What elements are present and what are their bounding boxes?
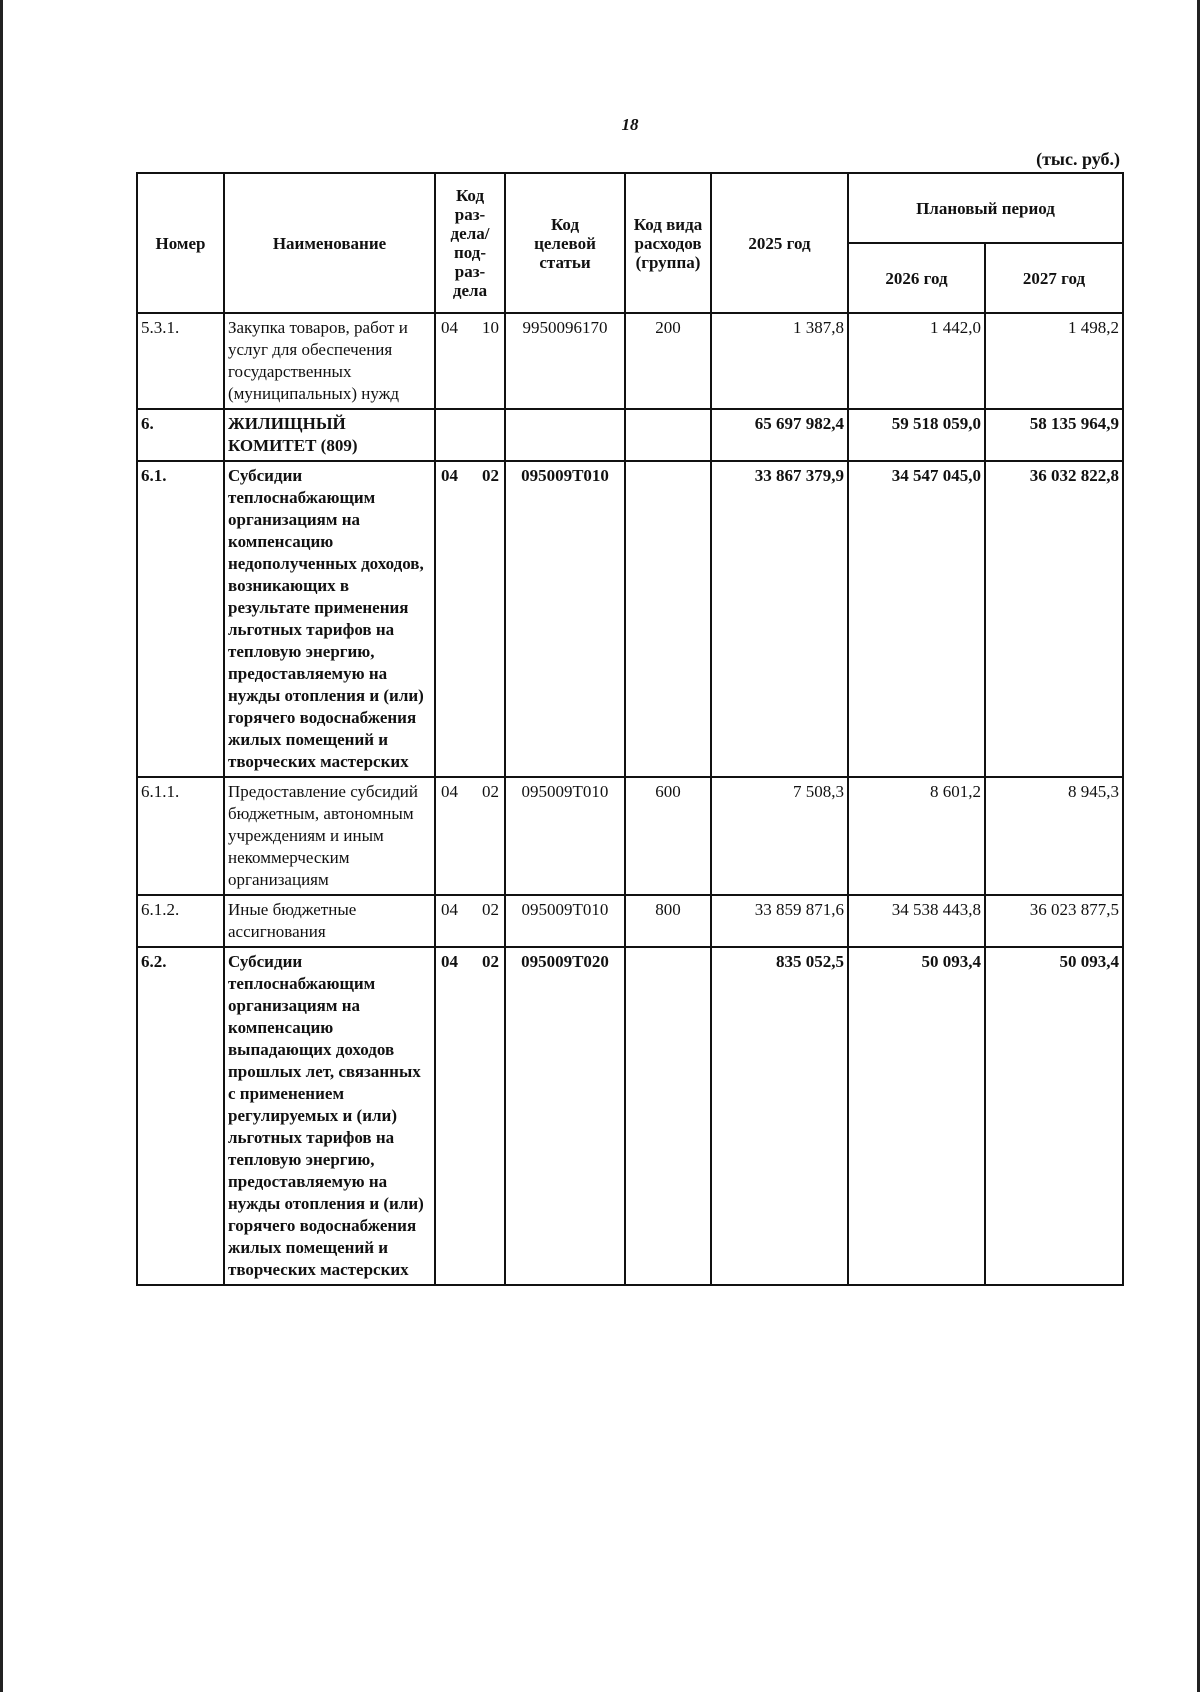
header-expense-l3: (группа) [635,252,701,272]
row-name: Субсидии теплоснабжающим организациям на компенсацию выпадающих доходов прошлых лет, связанных с применением регулируемых и (или) льготных тарифов на тепловую энергию, предоставляемую на нужды отопления и (или) горячего водоснабжения жилых помещений и творческих мастерских [224,947,435,1285]
row-section-code [435,895,505,947]
row-2025: 1 387,8 [711,313,848,409]
header-target-l1: Код [550,214,580,234]
header-2026: 2026 год [848,243,985,313]
row-2026: 8 601,2 [848,777,985,895]
row-expense-code: 200 [625,313,711,409]
row-name: Субсидии теплоснабжающим организациям на компенсацию недополученных доходов, возникающих в результате применения льготных тарифов на тепловую энергию, предоставляемую на нужды отопления и (или) горячего водоснабжения жилых помещений и творческих мастерских [224,461,435,777]
row-expense-code: 600 [625,777,711,895]
row-section-code [435,409,505,461]
header-name: Наименование [224,173,435,313]
header-2025: 2025 год [711,173,848,313]
row-target-code [505,409,625,461]
row-name: Иные бюджетные ассигнования [224,895,435,947]
row-2027: 58 135 964,9 [985,409,1123,461]
row-expense-code: 800 [625,895,711,947]
row-2027: 1 498,2 [985,313,1123,409]
scan-edge-left [0,0,3,1692]
row-2025: 7 508,3 [711,777,848,895]
razdel: 04 [441,466,458,485]
row-section-code [435,777,505,895]
row-target-code: 9950096170 [505,313,625,409]
row-target-code: 095009Т010 [505,895,625,947]
row-expense-code [625,947,711,1285]
row-target-code: 095009Т010 [505,777,625,895]
razdel: 04 [441,318,458,337]
row-2025: 835 052,5 [711,947,848,1285]
header-target-code [505,173,625,313]
row-target-code: 095009Т020 [505,947,625,1285]
header-section-l6: дела [452,281,488,300]
row-number: 6. [137,409,224,461]
row-section-code [435,947,505,1285]
header-section-l5: раз- [454,262,486,281]
header-number: Номер [137,173,224,313]
table-row [137,461,1123,777]
header-target-l3: статьи [539,252,591,272]
row-section-code [435,313,505,409]
row-2025: 33 867 379,9 [711,461,848,777]
podrazdel: 02 [482,466,499,485]
table-row [137,409,1123,461]
row-expense-code [625,409,711,461]
row-2026: 1 442,0 [848,313,985,409]
row-name: Закупка товаров, работ и услуг для обеспечения государственных (муниципальных) нужд [224,313,435,409]
header-expense-l1: Код вида [633,214,703,234]
header-2027: 2027 год [985,243,1123,313]
row-section-code [435,461,505,777]
units-label: (тыс. руб.) [1036,149,1120,169]
row-number: 6.1.1. [137,777,224,895]
row-number: 6.1.2. [137,895,224,947]
row-number: 6.2. [137,947,224,1285]
budget-table [136,172,1124,1286]
header-section-l2: раз- [454,205,486,224]
row-2027: 36 032 822,8 [985,461,1123,777]
header-section-code [435,173,505,313]
row-target-code: 095009Т010 [505,461,625,777]
row-name: Предоставление субсидий бюджетным, автономным учреждениям и иным некоммерческим организациям [224,777,435,895]
podrazdel: 02 [482,782,499,801]
header-section-l4: под- [453,243,487,262]
row-2026: 59 518 059,0 [848,409,985,461]
row-2026: 34 547 045,0 [848,461,985,777]
row-name: ЖИЛИЩНЫЙ КОМИТЕТ (809) [224,409,435,461]
table-row [137,313,1123,409]
razdel: 04 [441,782,458,801]
row-2025: 33 859 871,6 [711,895,848,947]
header-plan-period: Плановый период [848,173,1123,243]
row-2027: 50 093,4 [985,947,1123,1285]
razdel: 04 [441,900,458,919]
row-2027: 8 945,3 [985,777,1123,895]
row-expense-code [625,461,711,777]
podrazdel: 02 [482,952,499,971]
podrazdel: 10 [482,318,499,337]
podrazdel: 02 [482,900,499,919]
table-row [137,895,1123,947]
header-expense-l2: расходов [634,233,702,253]
header-expense-code [625,173,711,313]
table-row [137,777,1123,895]
row-number: 6.1. [137,461,224,777]
header-section-l1: Код [455,186,485,205]
page-number: 18 [621,115,639,134]
header-section-l3: дела/ [450,224,490,243]
table-row [137,947,1123,1285]
row-2025: 65 697 982,4 [711,409,848,461]
header-target-l2: целевой [534,233,596,253]
row-2026: 50 093,4 [848,947,985,1285]
row-2026: 34 538 443,8 [848,895,985,947]
row-number: 5.3.1. [137,313,224,409]
razdel: 04 [441,952,458,971]
row-2027: 36 023 877,5 [985,895,1123,947]
